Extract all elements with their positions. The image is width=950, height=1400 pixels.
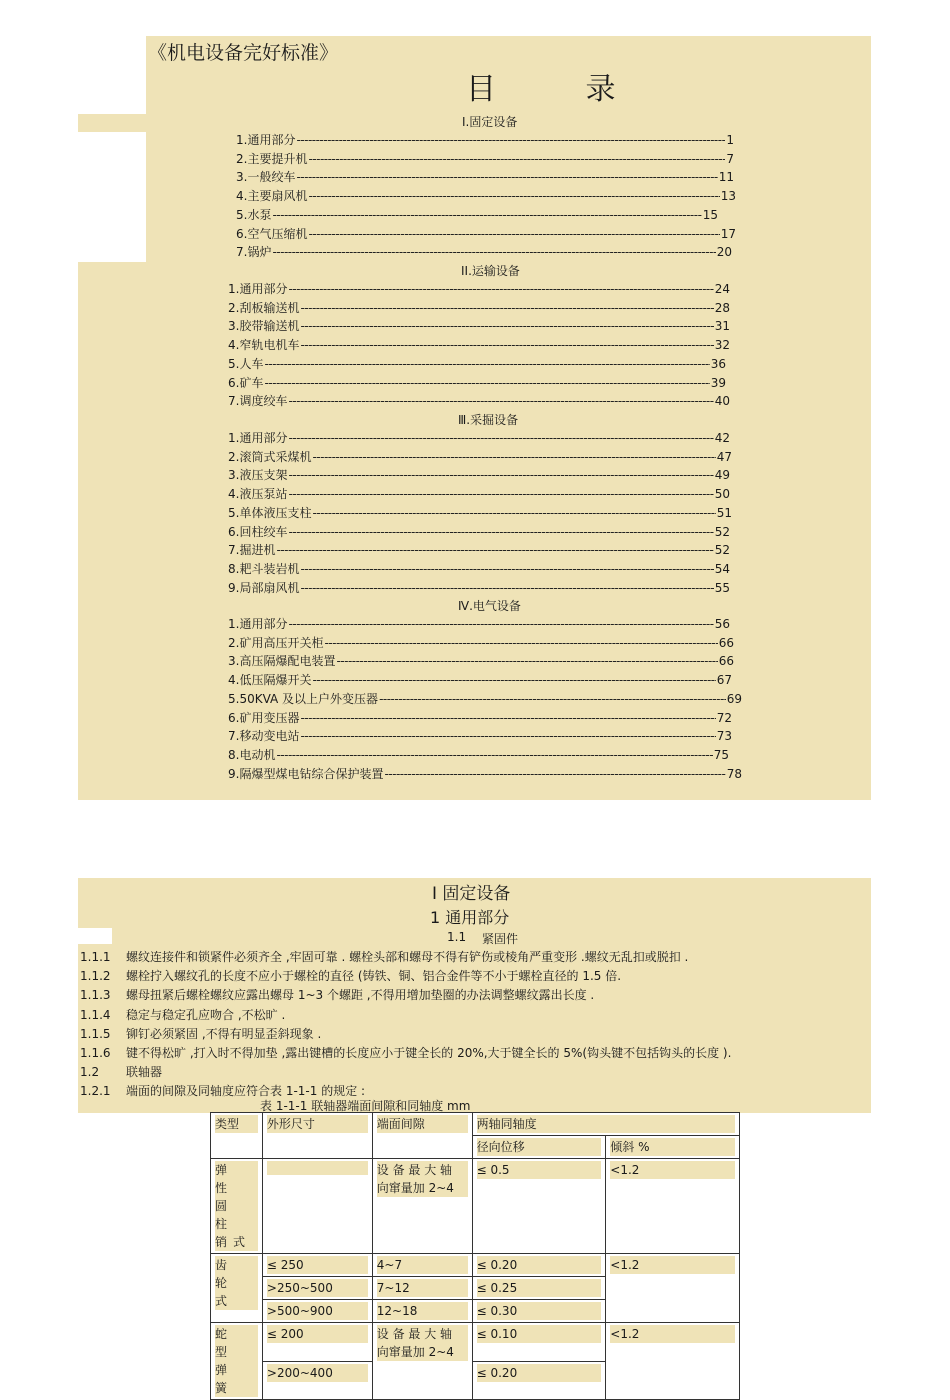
toc-leader-dots bbox=[379, 690, 726, 708]
toc-entry-page: 11 bbox=[718, 170, 734, 185]
paragraph-number: 1.1.4 bbox=[80, 1007, 111, 1022]
toc-entry-page: 66 bbox=[718, 635, 734, 650]
toc-leader-dots bbox=[300, 560, 713, 578]
toc-entry[interactable] bbox=[228, 392, 730, 410]
toc-entry-label: 8.电动机 bbox=[228, 747, 276, 762]
toc-entry-page: 17 bbox=[720, 226, 736, 241]
toc-entry-page: 52 bbox=[714, 543, 730, 558]
toc-entry-page: 54 bbox=[714, 561, 730, 576]
radial-cell: ≤ 0.20 bbox=[472, 1361, 606, 1400]
toc-leader-dots bbox=[276, 541, 713, 559]
toc-leader-dots bbox=[312, 671, 715, 689]
toc-leader-dots bbox=[324, 634, 717, 652]
toc-entry-page: 47 bbox=[716, 449, 732, 464]
radial-cell: ≤ 0.5 bbox=[472, 1159, 606, 1254]
toc-entry-page: 55 bbox=[714, 580, 730, 595]
paragraph-number: 1.1.5 bbox=[80, 1026, 111, 1041]
gap-cell: 设 备 最 大 轴 向窜量加 2~4 bbox=[372, 1159, 472, 1254]
toc-entry[interactable] bbox=[228, 746, 729, 764]
toc-leader-dots bbox=[288, 392, 713, 410]
toc-entry[interactable] bbox=[236, 131, 734, 149]
paragraph-text: 联轴器 bbox=[126, 1065, 163, 1080]
size-cell: >250~500 bbox=[262, 1277, 372, 1300]
toc-section-heading: Ⅲ.采掘设备 bbox=[458, 413, 519, 427]
gap-cell: 设 备 最 大 轴 向窜量加 2~4 bbox=[372, 1323, 472, 1400]
toc-entry-label: 5.50KVA 及以上户外变压器 bbox=[228, 691, 379, 706]
radial-cell: ≤ 0.30 bbox=[472, 1300, 606, 1323]
paragraph bbox=[80, 1063, 162, 1080]
toc-entry-label: 3.高压隔爆配电装置 bbox=[228, 654, 336, 669]
toc-entry-page: 66 bbox=[718, 654, 734, 669]
tilt-cell: <1.2 bbox=[606, 1159, 740, 1254]
toc-entry-label: 5.单体液压支柱 bbox=[228, 505, 312, 520]
toc-entry-page: 7 bbox=[726, 151, 734, 166]
toc-entry-page: 51 bbox=[716, 505, 732, 520]
paragraph-number: 1.2 bbox=[80, 1065, 100, 1080]
type-cell: 齿 轮 式 bbox=[211, 1254, 263, 1323]
toc-entry-page: 1 bbox=[726, 133, 734, 147]
toc-entry-label: 4.液压泵站 bbox=[228, 487, 288, 502]
table-row bbox=[211, 1159, 740, 1254]
toc-entry-label: 1.通用部分 bbox=[228, 282, 288, 296]
header-size: 外形尺寸 bbox=[262, 1113, 372, 1159]
toc-entry-page: 13 bbox=[720, 189, 736, 204]
size-cell: >200~400 bbox=[262, 1361, 372, 1400]
toc-leader-dots bbox=[288, 485, 713, 503]
toc-entry-page: 39 bbox=[710, 375, 726, 390]
size-cell: >500~900 bbox=[262, 1300, 372, 1323]
toc-entry-page: 32 bbox=[714, 338, 730, 353]
paragraph-text: 稳定与稳定孔应吻合 ,不松旷 . bbox=[126, 1007, 286, 1022]
toc-entry[interactable] bbox=[228, 448, 732, 466]
toc-leader-dots bbox=[336, 652, 717, 670]
toc-entry[interactable] bbox=[228, 429, 730, 447]
toc-leader-dots bbox=[308, 150, 725, 168]
toc-section-heading: Ⅳ.电气设备 bbox=[458, 599, 521, 613]
toc-entry-label: 2.刮板输送机 bbox=[228, 300, 300, 315]
toc-entry-page: 72 bbox=[716, 710, 732, 725]
paragraph bbox=[80, 1006, 285, 1023]
radial-cell: ≤ 0.25 bbox=[472, 1277, 606, 1300]
part-heading: I 固定设备 bbox=[432, 884, 511, 904]
toc-leader-dots bbox=[300, 709, 715, 727]
paragraph-number: 1.1.6 bbox=[80, 1046, 111, 1060]
toc-leader-dots bbox=[276, 746, 712, 764]
paragraph bbox=[80, 1025, 321, 1042]
toc-entry[interactable] bbox=[228, 299, 730, 317]
toc-entry-label: 1.通用部分 bbox=[228, 617, 288, 631]
toc-entry[interactable] bbox=[228, 504, 732, 522]
toc-entry-label: 2.矿用高压开关柜 bbox=[228, 635, 324, 650]
toc-entry-label: 6.矿车 bbox=[228, 375, 264, 390]
toc-leader-dots bbox=[308, 225, 719, 243]
toc-leader-dots bbox=[264, 355, 709, 373]
toc-entry-label: 4.主要扇风机 bbox=[236, 189, 308, 204]
toc-entry-page: 24 bbox=[714, 282, 730, 296]
toc-entry[interactable] bbox=[228, 560, 730, 578]
toc-entry-label: 3.一般绞车 bbox=[236, 170, 296, 185]
toc-leader-dots bbox=[264, 374, 709, 392]
toc-leader-dots bbox=[300, 579, 713, 597]
toc-entry-label: 7.掘进机 bbox=[228, 543, 276, 558]
toc-leader-dots bbox=[288, 523, 713, 541]
toc-leader-dots bbox=[312, 504, 715, 522]
paragraph-text: 螺母扭紧后螺栓螺纹应露出螺母 1~3 个螺距 ,不得用增加垫圈的办法调整螺纹露出长度 . bbox=[126, 988, 595, 1003]
header-type: 类型 bbox=[211, 1113, 263, 1159]
table-header-row bbox=[211, 1113, 740, 1136]
toc-entry-page: 49 bbox=[714, 468, 730, 483]
toc-entry-label: 2.主要提升机 bbox=[236, 151, 308, 166]
toc-leader-dots bbox=[296, 168, 717, 186]
type-cell: 蛇 型 弹 簧 bbox=[211, 1323, 263, 1400]
size-cell: ≤ 250 bbox=[262, 1254, 372, 1277]
toc-entry[interactable] bbox=[228, 355, 726, 373]
toc-entry-page: 50 bbox=[714, 487, 730, 502]
toc-entry-page: 31 bbox=[714, 319, 730, 334]
toc-entry[interactable] bbox=[228, 374, 726, 392]
toc-entry-label: 7.调度绞车 bbox=[228, 394, 288, 409]
toc-entry-page: 56 bbox=[714, 617, 730, 631]
paragraph-number: 1.2.1 bbox=[80, 1084, 111, 1099]
paragraph-text: 端面的间隙及同轴度应符合表 1-1-1 的规定 : bbox=[126, 1084, 366, 1099]
toc-entry[interactable] bbox=[228, 466, 730, 484]
toc-entry-page: 78 bbox=[726, 766, 742, 781]
toc-entry[interactable] bbox=[228, 765, 742, 783]
paragraph-number: 1.1.2 bbox=[80, 969, 111, 984]
toc-entry-label: 5.人车 bbox=[228, 356, 264, 371]
toc-entry-label: 8.耙斗装岩机 bbox=[228, 561, 300, 576]
toc-entry[interactable] bbox=[228, 615, 730, 633]
toc-entry[interactable] bbox=[228, 317, 730, 335]
size-cell: ≤ 200 bbox=[262, 1323, 372, 1362]
type-cell: 弹 性 圆 柱 销式 bbox=[211, 1159, 263, 1254]
toc-entry-page: 73 bbox=[716, 729, 732, 744]
coupling-table bbox=[210, 1112, 740, 1400]
toc-entry-page: 15 bbox=[702, 207, 718, 222]
toc-entry-label: 4.低压隔爆开关 bbox=[228, 673, 312, 688]
section-number: 1.1 bbox=[447, 930, 467, 944]
toc-entry-label: 1.通用部分 bbox=[228, 431, 288, 445]
toc-entry[interactable] bbox=[228, 634, 734, 652]
section-title: 紧固件 bbox=[482, 932, 519, 946]
radial-cell: ≤ 0.10 bbox=[472, 1323, 606, 1362]
toc-entry[interactable] bbox=[236, 150, 734, 168]
header-coaxiality: 两轴同轴度 bbox=[472, 1113, 739, 1136]
toc-leader-dots bbox=[288, 280, 713, 298]
toc-entry[interactable] bbox=[236, 168, 734, 186]
paragraph-text: 螺纹连接件和锁紧件必须齐全 ,牢固可靠 . 螺栓头部和螺母不得有铲伤或棱角严重变形 .螺纹无乱扣或脱扣 . bbox=[126, 950, 689, 964]
header-gap: 端面间隙 bbox=[372, 1113, 472, 1159]
tilt-cell: <1.2 bbox=[606, 1254, 740, 1323]
toc-leader-dots bbox=[288, 466, 713, 484]
gap-cell: 12~18 bbox=[372, 1300, 472, 1323]
table-row bbox=[211, 1254, 740, 1277]
toc-entry-page: 75 bbox=[713, 747, 729, 762]
page1-background-left2 bbox=[78, 262, 148, 800]
toc-entry[interactable] bbox=[228, 280, 730, 298]
toc-leader-dots bbox=[300, 299, 713, 317]
toc-entry[interactable] bbox=[228, 336, 730, 354]
toc-entry[interactable] bbox=[228, 671, 732, 689]
toc-entry[interactable] bbox=[228, 541, 730, 559]
toc-leader-dots bbox=[312, 448, 715, 466]
toc-entry-page: 28 bbox=[714, 300, 730, 315]
toc-entry[interactable] bbox=[236, 243, 732, 261]
toc-entry-page: 52 bbox=[714, 524, 730, 539]
paragraph-number: 1.1.3 bbox=[80, 988, 111, 1003]
toc-leader-dots bbox=[384, 765, 725, 783]
size-cell bbox=[262, 1159, 372, 1254]
toc-entry-label: 9.隔爆型煤电钻综合保护装置 bbox=[228, 766, 384, 781]
table-row bbox=[211, 1323, 740, 1362]
toc-leader-dots bbox=[272, 243, 715, 261]
paragraph bbox=[80, 948, 688, 965]
paragraph-text: 铆钉必须紧固 ,不得有明显歪斜现象 . bbox=[126, 1026, 322, 1041]
toc-leader-dots bbox=[300, 317, 713, 335]
header-radial: 径向位移 bbox=[472, 1136, 606, 1159]
toc-entry[interactable] bbox=[228, 523, 730, 541]
chapter-heading: 1 通用部分 bbox=[430, 908, 510, 927]
header-tilt: 倾斜 % bbox=[606, 1136, 740, 1159]
gap-cell: 4~7 bbox=[372, 1254, 472, 1277]
tilt-cell: <1.2 bbox=[606, 1323, 740, 1400]
paragraph-number: 1.1.1 bbox=[80, 950, 111, 964]
toc-entry-label: 3.胶带输送机 bbox=[228, 319, 300, 334]
toc-entry-label: 3.液压支架 bbox=[228, 468, 288, 483]
toc-entry-page: 20 bbox=[716, 245, 732, 260]
toc-entry[interactable] bbox=[228, 485, 730, 503]
toc-leader-dots bbox=[308, 187, 719, 205]
toc-leader-dots bbox=[272, 206, 701, 224]
toc-entry-page: 36 bbox=[710, 356, 726, 371]
paragraph-text: 螺栓拧入螺纹孔的长度不应小于螺栓的直径 (铸铁、铜、铝合金件等不小于螺栓直径的 1.5 倍. bbox=[126, 969, 622, 984]
toc-section-heading: I.固定设备 bbox=[462, 115, 518, 129]
toc-entry-label: 7.移动变电站 bbox=[228, 729, 300, 744]
toc-entry[interactable] bbox=[236, 225, 736, 243]
toc-entry-label: 7.锅炉 bbox=[236, 245, 272, 260]
radial-cell: ≤ 0.20 bbox=[472, 1254, 606, 1277]
toc-leader-dots bbox=[300, 727, 715, 745]
toc-entry-page: 69 bbox=[726, 691, 742, 706]
toc-section-heading: II.运输设备 bbox=[461, 264, 520, 278]
toc-entry[interactable] bbox=[228, 690, 742, 708]
toc-leader-dots bbox=[300, 336, 713, 354]
toc-entry-label: 9.局部扇风机 bbox=[228, 580, 300, 595]
toc-leader-dots bbox=[288, 615, 713, 633]
toc-entry-page: 67 bbox=[716, 673, 732, 688]
toc-entry[interactable] bbox=[228, 579, 730, 597]
toc-entry-label: 2.滚筒式采煤机 bbox=[228, 449, 312, 464]
toc-leader-dots bbox=[288, 429, 713, 447]
toc-entry[interactable] bbox=[228, 709, 732, 727]
toc-entry-label: 1.通用部分 bbox=[236, 133, 296, 147]
paragraph bbox=[80, 986, 594, 1003]
paragraph bbox=[80, 967, 621, 984]
toc-heading: 目 录 bbox=[466, 72, 656, 107]
toc-leader-dots bbox=[296, 131, 725, 149]
toc-entry-page: 42 bbox=[714, 431, 730, 445]
toc-entry-label: 4.窄轨电机车 bbox=[228, 338, 300, 353]
toc-entry[interactable] bbox=[236, 187, 736, 205]
toc-entry[interactable] bbox=[228, 727, 732, 745]
table-caption: 表 1-1-1 联轴器端面间隙和同轴度 mm bbox=[260, 1099, 471, 1113]
toc-entry-page: 40 bbox=[714, 394, 730, 409]
toc-entry-label: 6.回柱绞车 bbox=[228, 524, 288, 539]
toc-entry-label: 5.水泵 bbox=[236, 207, 272, 222]
toc-entry-label: 6.矿用变压器 bbox=[228, 710, 300, 725]
toc-entry-label: 6.空气压缩机 bbox=[236, 226, 308, 241]
page2-white-notch bbox=[78, 928, 112, 944]
paragraph-text: 键不得松旷 ,打入时不得加垫 ,露出键槽的长度应小于键全长的 20%,大于键全长的 5%(钩头键不包括钩头的长度 ). bbox=[126, 1046, 732, 1060]
toc-entry[interactable] bbox=[228, 652, 734, 670]
gap-cell: 7~12 bbox=[372, 1277, 472, 1300]
paragraph bbox=[80, 1044, 731, 1061]
page1-background-left bbox=[78, 114, 148, 132]
toc-entry[interactable] bbox=[236, 206, 718, 224]
document-title: 《机电设备完好标准》 bbox=[148, 42, 339, 64]
